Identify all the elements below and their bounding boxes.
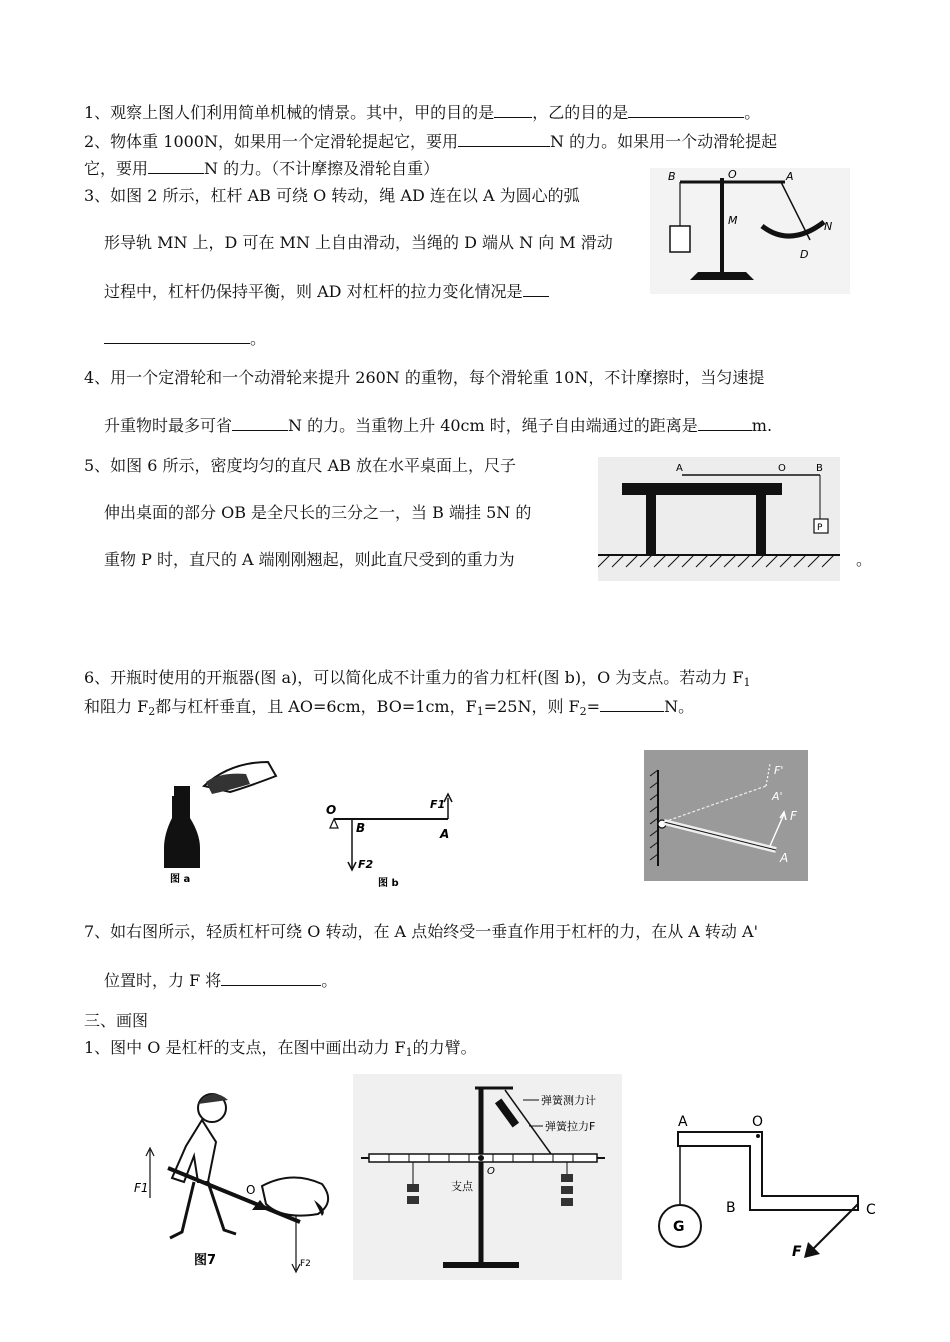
figure-lever-arc-rail [650, 168, 850, 294]
label-B: B [816, 463, 823, 474]
figure-lever-simplified [320, 786, 460, 892]
label-A: A [780, 851, 789, 865]
label-fulcrum: 支点 [451, 1180, 473, 1193]
figure-ruler-on-table [598, 457, 840, 581]
answer-blank[interactable] [600, 696, 664, 712]
question-2-line-1: 2、物体重 1000N，如果用一个定滑轮提起它，要用 N 的力。如果用一个动滑轮提起 [84, 132, 778, 151]
figure-worker-crowbar [132, 1082, 344, 1278]
question-2-line-2: 它，要用 N 的力。（不计摩擦及滑轮自重） [84, 159, 440, 178]
label-C: C [866, 1202, 876, 1218]
label-F2: F2 [300, 1259, 311, 1269]
label-O: O [778, 463, 786, 474]
figure-7-caption: 图7 [194, 1253, 217, 1268]
label-F: F [790, 809, 797, 823]
question-3-line-2: 形导轨 MN 上，D 可在 MN 上自由滑动，当绳的 D 端从 N 向 M 滑动 [104, 233, 613, 252]
question-5-line-1: 5、如图 6 所示，密度均匀的直尺 AB 放在水平桌面上，尺子 [84, 456, 517, 475]
question-5-line-3: 重物 P 时，直尺的 A 端刚刚翘起，则此直尺受到的重力为 [104, 550, 515, 569]
label-B: B [726, 1200, 736, 1216]
answer-blank[interactable] [232, 415, 288, 431]
question-7-line-1: 7、如右图所示，轻质杠杆可绕 O 转动，在 A 点始终受一垂直作用于杠杆的力，在从 A 转动 A' [84, 922, 758, 941]
label-F-prime: F' [774, 764, 784, 777]
answer-blank[interactable] [628, 102, 744, 118]
answer-blank[interactable] [494, 102, 532, 118]
answer-blank[interactable] [523, 281, 549, 297]
label-A: A [676, 463, 683, 474]
label-N: N [824, 220, 833, 233]
answer-blank[interactable] [104, 328, 250, 344]
question-4-line-2: 升重物时最多可省 N 的力。当重物上升 40cm 时，绳子自由端通过的距离是 m. [104, 416, 773, 435]
label-O: O [752, 1114, 764, 1130]
question-3-line-3: 过程中，杠杆仍保持平衡，则 AD 对杠杆的拉力变化情况是 [104, 281, 549, 302]
question-6-line-1: 6、开瓶时使用的开瓶器(图 a)，可以简化成不计重力的省力杠杆(图 b)，O 为支点。若动力 $F_1$ [84, 668, 751, 689]
label-spring-force: 弹簧拉力F [545, 1120, 596, 1133]
answer-blank[interactable] [148, 158, 204, 174]
question-6-line-2: 和阻力 $F_2$都与杠杆垂直，且 AO=6cm，BO=1cm，$F_1=25N$，则 $F_2= N$。 [84, 697, 695, 718]
question-5-end: 。 [856, 550, 873, 569]
figure-wall-lever [644, 750, 808, 881]
figure-bottle-opener [150, 756, 280, 888]
label-B: B [356, 821, 366, 835]
label-F2: F2 [358, 858, 374, 871]
label-A: A [678, 1114, 688, 1130]
label-spring-scale: 弹簧测力计 [541, 1094, 596, 1107]
label-F1: F1 [134, 1181, 149, 1195]
label-A-prime: A' [772, 790, 783, 803]
answer-blank[interactable] [458, 131, 550, 147]
question-7-line-2: 位置时，力 F 将 。 [104, 971, 338, 990]
question-5-line-2: 伸出桌面的部分 OB 是全尺长的三分之一，当 B 端挂 5N 的 [104, 503, 532, 522]
figure-lever-balance [353, 1074, 622, 1280]
label-G: G [673, 1219, 685, 1235]
figure-b-caption: 图 b [378, 878, 399, 889]
answer-blank[interactable] [221, 970, 321, 986]
section-title: 三、画图 [84, 1011, 149, 1030]
label-O: O [728, 168, 737, 181]
label-D: D [800, 248, 809, 261]
label-M: M [728, 214, 738, 227]
question-4-line-1: 4、用一个定滑轮和一个动滑轮来提升 260N 的重物，每个滑轮重 10N，不计摩擦时，当匀速提 [84, 368, 765, 387]
figure-bent-lever [650, 1110, 890, 1272]
question-3-line-1: 3、如图 2 所示，杠杆 AB 可绕 O 转动，绳 AD 连在以 A 为圆心的弧 [84, 186, 580, 205]
label-O: O [487, 1166, 495, 1177]
label-P: P [817, 523, 823, 533]
question-3-line-4: 。 [104, 328, 266, 349]
label-B: B [668, 170, 676, 183]
label-O: O [246, 1183, 256, 1197]
label-O: O [326, 803, 337, 817]
label-A: A [440, 827, 450, 841]
question-1: 1、观察上图人们利用简单机械的情景。其中，甲的目的是 ，乙的目的是 。 [84, 103, 761, 122]
figure-a-caption: 图 a [170, 874, 191, 885]
label-F: F [792, 1244, 802, 1260]
label-A: A [786, 170, 794, 183]
label-F1: F1 [430, 798, 446, 811]
section-3-question-1: 1、图中 O 是杠杆的支点，在图中画出动力 $F_1$的力臂。 [84, 1038, 477, 1059]
answer-blank[interactable] [698, 415, 752, 431]
